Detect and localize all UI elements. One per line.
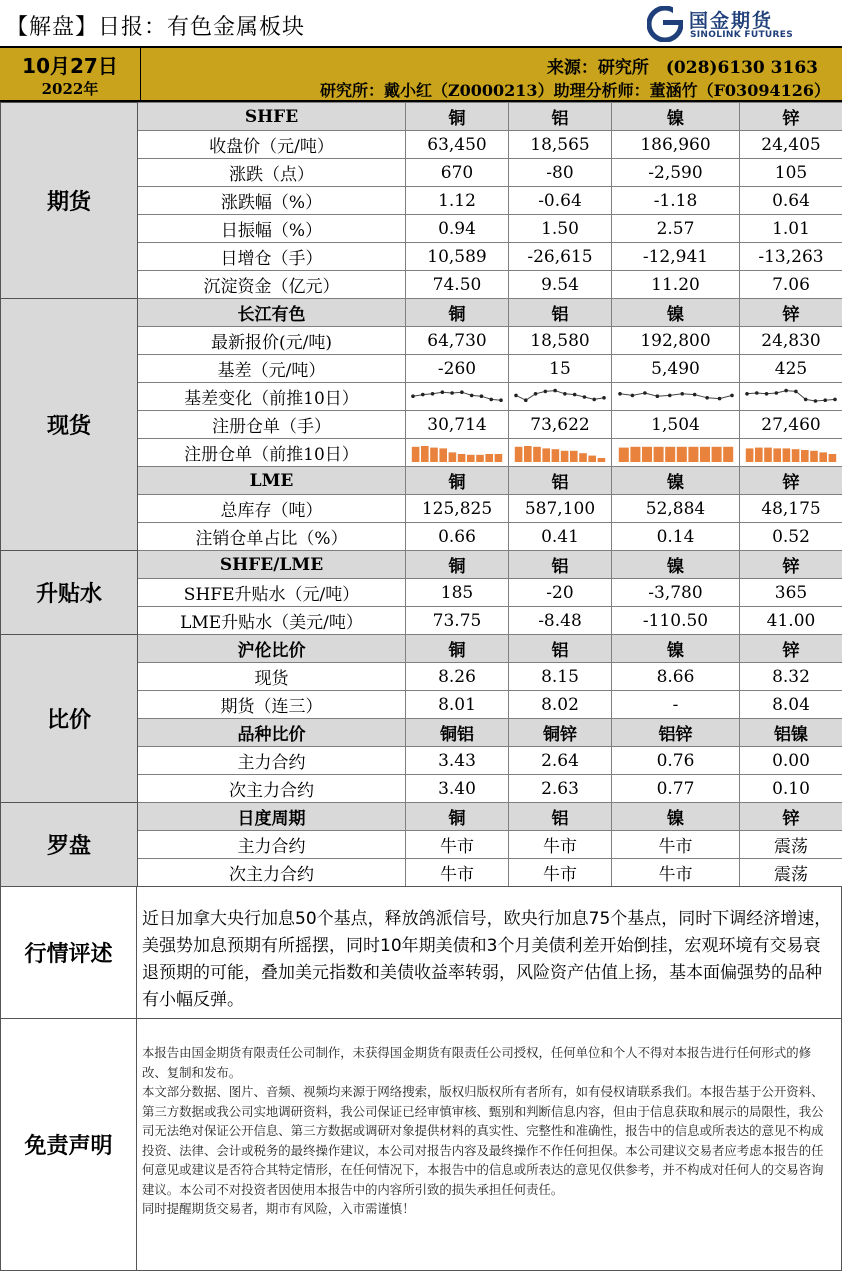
table-cell: 18,580 [509,327,612,355]
warrant-bars [509,439,612,467]
header-cell: 镍 [612,299,740,327]
warrant-bar [495,454,503,462]
report-date: 10月27日 [22,54,118,78]
warrant-bar [829,454,837,462]
warrant-bar [723,446,733,461]
table-cell: 震荡 [740,831,842,859]
table-cell: -8.48 [509,607,612,635]
warrant-bars [406,439,509,467]
sparkline-point [705,396,709,400]
table-header-row [1,803,842,831]
table-cell: -13,263 [740,243,842,271]
header-cell: 铝 [509,103,612,131]
warrant-bar [773,448,781,462]
table-cell: 8.01 [406,691,509,719]
table-cell: 牛市 [509,831,612,859]
report-year: 2022年 [41,80,99,98]
sparkline-point [573,392,577,396]
table-cell: 8.02 [509,691,612,719]
warrant-bar [746,448,754,462]
table-cell: 0.41 [509,523,612,551]
table-cell: 8.32 [740,663,842,691]
basis-sparkline [509,383,612,411]
table-cell: 8.26 [406,663,509,691]
table-cell: 73,622 [509,411,612,439]
table-cell: 10,589 [406,243,509,271]
table-cell: 日增仓（手） [138,243,406,271]
warrant-bar [711,446,721,461]
warrant-bar [810,450,818,461]
sparkline-point [470,393,474,397]
table-cell: 74.50 [406,271,509,299]
sparkline-point [794,389,798,393]
header-cell: SHFE [138,103,406,131]
table-cell: -0.64 [509,187,612,215]
basis-sparkline-chart [409,386,505,408]
basis-sparkline [740,383,842,411]
table-cell: 2.57 [612,215,740,243]
disclaimer-para-2: 本文部分数据、图片、音频、视频均来源于网络搜索，版权归版权所有者所有，如有侵权请联系我们。本报告基于公开资料、第三方数据或我公司实地调研资料，我公司保证已经审慎审核、甄别和判断信息内容，但由于信息获取和展示的局限性，我公司无法绝对保证公开信息、第三方数据或调研对象提供材料的真实性、完整性和准确性，报告中的信息或所表达的意见不构成投资、法律、会计或税务的最终操作建议，本公司对报告内容及最终操作不作任何担保。本公司建议交易者应考虑本报告的任何意见或建议是否符合其特定情形，在任何情况下，本报告中的信息或所表达的意见仅供参考，并不构成对任何人的交易咨询建议。本公司不对投资者因使用本报告中的内容所引致的损失承担任何责任。 [142,1084,824,1197]
source-line: 来源：研究所 (028)6130 3163 [546,58,818,78]
header-cell: 铜 [406,803,509,831]
header-cell: 镍 [612,467,740,495]
table-cell: 1.50 [509,215,612,243]
table-header-row [1,551,842,579]
section-comment: 行情评述 [1,887,137,1018]
sparkline-point [592,397,596,401]
table-cell: 24,405 [740,131,842,159]
table-cell: 日振幅（%） [138,215,406,243]
table-cell: -3,780 [612,579,740,607]
logo-en-text: SINOLINK FUTURES [690,30,793,40]
table-cell: 牛市 [406,831,509,859]
warrant-bar [515,446,523,461]
table-cell: 注册仓单（前推10日） [138,439,406,467]
warrant-bar [598,458,606,462]
warrant-bar [542,448,550,462]
table-cell: 24,830 [740,327,842,355]
warrant-bar [533,446,541,461]
author-line: 研究所：戴小红（Z0000213）助理分析师：董涵竹（F03094126） [319,81,830,100]
table-header-row [1,635,842,663]
header-cell: 锌 [740,551,842,579]
header-cell: 镍 [612,803,740,831]
table-cell: 0.52 [740,523,842,551]
warrant-bar [755,447,763,461]
warrant-bar [579,453,587,462]
sparkline-point [450,391,454,395]
warrant-bar [665,446,675,461]
warrant-bars [740,439,842,467]
header-cell: 铝 [509,299,612,327]
header-cell: 锌 [740,103,842,131]
table-cell: LME升贴水（美元/吨） [138,607,406,635]
warrant-bar [439,448,447,462]
data-table [0,102,842,887]
header-cell: 铝锌 [612,719,740,747]
table-cell: 现货 [138,663,406,691]
table-cell: 0.10 [740,775,842,803]
sparkline-point [411,394,415,398]
header-cell: 镍 [612,635,740,663]
report-header [0,0,842,46]
table-cell: SHFE升贴水（元/吨） [138,579,406,607]
table-cell: 0.76 [612,747,740,775]
header-cell: 铝 [509,467,612,495]
logo-cn-text: 国金期货 [689,10,774,32]
header-cell: 日度周期 [138,803,406,831]
table-cell: 震荡 [740,859,842,887]
sparkline-point [583,395,587,399]
table-cell: 73.75 [406,607,509,635]
section-ratio: 比价 [1,635,138,803]
header-cell: 铝 [509,803,612,831]
table-cell: 2.63 [509,775,612,803]
header-cell: 铜 [406,299,509,327]
table-cell: 7.06 [740,271,842,299]
warrant-bar [618,447,628,461]
section-disclaimer: 免责声明 [1,1019,137,1270]
sinolink-logo-icon [647,6,683,42]
table-cell: 192,800 [612,327,740,355]
header-cell: 铜 [406,635,509,663]
warrant-bar [700,446,710,461]
table-cell: 27,460 [740,411,842,439]
warrant-bar [676,446,686,461]
table-cell: 注册仓单（手） [138,411,406,439]
company-logo [647,4,837,42]
header-cell: 锌 [740,467,842,495]
market-comment: 近日加拿大央行加息50个基点，释放鸽派信号，欧央行加息75个基点，同时下调经济增速，美强势加息预期有所摇摆，同时10年期美债和3个月美债利差开始倒挂，宏观环境有交易衰退预期的可能，叠加美元指数和美债收益率转弱，风险资产估值上扬，基本面偏强势的品种有小幅反弹。 [142,909,832,1010]
warrant-bar [430,447,438,461]
table-header-row [1,103,842,131]
basis-sparkline-chart [616,386,736,408]
sparkline-point [441,390,445,394]
sparkline-point [431,392,435,396]
table-cell: 425 [740,355,842,383]
table-cell: -20 [509,579,612,607]
warrant-bar-chart [616,442,736,464]
sparkline-point [553,388,557,392]
header-cell: 铜铝 [406,719,509,747]
header-cell: 锌 [740,635,842,663]
table-cell: 5,490 [612,355,740,383]
table-cell: 收盘价（元/吨） [138,131,406,159]
sparkline-point [524,398,528,402]
table-cell: 主力合约 [138,831,406,859]
sparkline-point [618,392,622,396]
sparkline-point [775,391,779,395]
info-band [0,46,842,102]
table-cell: -80 [509,159,612,187]
table-cell: 186,960 [612,131,740,159]
sparkline-point [755,391,759,395]
header-cell: 铜 [406,467,509,495]
sparkline-point [534,392,538,396]
table-cell: 9.54 [509,271,612,299]
warrant-bar [570,450,578,461]
disclaimer-para-3: 同时提醒期货交易者，期市有风险，入市需谨慎！ [142,1201,415,1216]
warrant-bar [412,446,420,461]
disclaimer-text [142,1043,832,1219]
table-cell: -260 [406,355,509,383]
header-cell: LME [138,467,406,495]
warrant-bar [792,449,800,462]
warrant-bar-chart [409,442,505,464]
sparkline-point [643,391,647,395]
disclaimer-para-1: 本报告由国金期货有限责任公司制作，未获得国金期货有限责任公司授权，任何单位和个人不得对本报告进行任何形式的修改、复制和发布。 [142,1045,812,1080]
table-cell: 0.66 [406,523,509,551]
sparkline-point [489,397,493,401]
section-compass: 罗盘 [1,803,138,887]
table-cell: 沉淀资金（亿元） [138,271,406,299]
table-cell: 0.64 [740,187,842,215]
header-cell: 铜 [406,103,509,131]
sparkline-point [480,394,484,398]
table-cell: 365 [740,579,842,607]
table-cell: 0.14 [612,523,740,551]
table-cell: - [612,691,740,719]
table-cell: 64,730 [406,327,509,355]
table-cell: 最新报价(元/吨) [138,327,406,355]
sparkline-point [823,398,827,402]
warrant-bar [476,454,484,461]
header-cell: 沪伦比价 [138,635,406,663]
warrant-bar [552,449,560,462]
table-cell: 主力合约 [138,747,406,775]
sparkline-point [804,397,808,401]
header-cell: 长江有色 [138,299,406,327]
header-cell: 铜 [406,551,509,579]
table-cell: 牛市 [406,859,509,887]
table-cell: 125,825 [406,495,509,523]
sparkline-point [563,392,567,396]
table-cell: 3.40 [406,775,509,803]
table-cell: -26,615 [509,243,612,271]
warrant-bar [630,446,640,461]
sparkline-point [630,393,634,397]
table-cell: -12,941 [612,243,740,271]
table-cell: 1.01 [740,215,842,243]
table-cell: 18,565 [509,131,612,159]
table-cell: 8.66 [612,663,740,691]
table-cell: 1,504 [612,411,740,439]
sparkline-point [784,388,788,392]
header-cell: 品种比价 [138,719,406,747]
table-cell: 15 [509,355,612,383]
sparkline-point [421,392,425,396]
warrant-bar [524,446,532,462]
warrant-bar-chart [743,442,839,464]
header-cell: SHFE/LME [138,551,406,579]
warrant-bar [764,447,772,461]
sparkline-point [460,390,464,394]
table-cell: -110.50 [612,607,740,635]
warrant-bar [801,450,809,462]
table-cell: 期货（连三） [138,691,406,719]
table-cell: 牛市 [509,859,612,887]
table-cell: 52,884 [612,495,740,523]
sparkline-point [692,392,696,396]
table-cell: 30,714 [406,411,509,439]
sparkline-point [717,396,721,400]
warrant-bar [688,446,698,461]
table-cell: 牛市 [612,859,740,887]
basis-sparkline-chart [512,386,608,408]
table-cell: 总库存（吨） [138,495,406,523]
section-futures: 期货 [1,103,138,299]
table-cell: 11.20 [612,271,740,299]
table-cell: 105 [740,159,842,187]
basis-sparkline-chart [743,386,839,408]
warrant-bar [421,446,429,462]
table-cell: 次主力合约 [138,775,406,803]
section-premium: 升贴水 [1,551,138,635]
table-cell: 8.04 [740,691,842,719]
table-cell: 1.12 [406,187,509,215]
header-cell: 铜锌 [509,719,612,747]
sparkline-point [730,393,734,397]
table-cell: 基差变化（前推10日） [138,383,406,411]
warrant-bar [653,446,663,461]
warrant-bar [561,450,569,461]
warrant-bar [458,454,466,462]
table-cell: -1.18 [612,187,740,215]
table-cell: 2.64 [509,747,612,775]
warrant-bar [819,452,827,462]
basis-sparkline [406,383,509,411]
warrant-bar [467,454,475,461]
table-cell: -2,590 [612,159,740,187]
sparkline-point [655,394,659,398]
sparkline-point [833,397,837,401]
warrant-bar [588,455,596,461]
table-cell: 0.00 [740,747,842,775]
warrant-bars [612,439,740,467]
sparkline-point [499,398,503,402]
report-title: 【解盘】日报：有色金属板块 [6,15,306,40]
table-cell: 8.15 [509,663,612,691]
sparkline-point [602,396,606,400]
warrant-bar [485,454,493,462]
sparkline-point [745,392,749,396]
sparkline-point [765,392,769,396]
table-cell: 牛市 [612,831,740,859]
header-cell: 镍 [612,551,740,579]
sparkline-point [814,399,818,403]
section-spot: 现货 [1,299,138,551]
header-cell: 铝 [509,551,612,579]
header-cell: 铝镍 [740,719,842,747]
table-cell: 次主力合约 [138,859,406,887]
table-cell: 587,100 [509,495,612,523]
header-cell: 铝 [509,635,612,663]
table-cell: 0.94 [406,215,509,243]
table-cell: 基差（元/吨） [138,355,406,383]
table-cell: 涨跌（点） [138,159,406,187]
table-cell: 670 [406,159,509,187]
warrant-bar [642,446,652,461]
table-cell: 63,450 [406,131,509,159]
table-cell: 3.43 [406,747,509,775]
table-cell: 涨跌幅（%） [138,187,406,215]
sparkline-point [514,393,518,397]
table-cell: 注销仓单占比（%） [138,523,406,551]
warrant-bar [449,452,457,462]
sparkline-point [680,392,684,396]
table-cell: 48,175 [740,495,842,523]
sparkline-point [544,389,548,393]
table-cell: 0.77 [612,775,740,803]
table-cell: 41.00 [740,607,842,635]
header-cell: 锌 [740,299,842,327]
header-cell: 锌 [740,803,842,831]
basis-sparkline [612,383,740,411]
table-cell: 185 [406,579,509,607]
table-header-row [1,299,842,327]
warrant-bar-chart [512,442,608,464]
sparkline-point [667,393,671,397]
warrant-bar [783,448,791,462]
header-cell: 镍 [612,103,740,131]
